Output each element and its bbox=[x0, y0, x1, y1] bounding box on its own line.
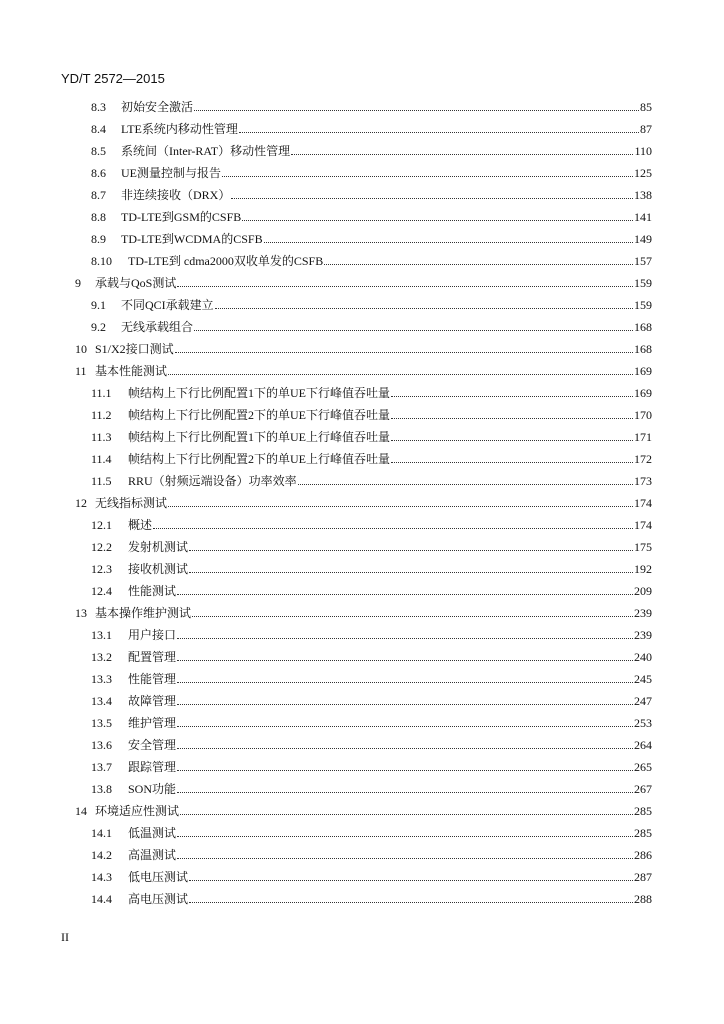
toc-entry-number: 12.4 bbox=[91, 584, 112, 598]
toc-dot-leader bbox=[177, 835, 633, 837]
toc-entry-body bbox=[121, 163, 652, 183]
toc-entry-number: 14 bbox=[75, 804, 87, 818]
toc-entry-page: 239 bbox=[634, 628, 652, 642]
toc-entry-number: 8.6 bbox=[91, 166, 106, 180]
toc-entry[interactable] bbox=[0, 471, 724, 491]
toc-dot-leader bbox=[177, 637, 633, 639]
toc-entry-body bbox=[128, 691, 652, 711]
toc-entry[interactable] bbox=[0, 339, 724, 359]
toc-entry[interactable] bbox=[0, 537, 724, 557]
toc-entry[interactable] bbox=[0, 845, 724, 865]
toc-dot-leader bbox=[324, 263, 633, 265]
toc-dot-leader bbox=[177, 285, 633, 287]
toc-entry[interactable] bbox=[0, 317, 724, 337]
toc-entry-page: 110 bbox=[634, 144, 652, 158]
toc-entry[interactable] bbox=[0, 515, 724, 535]
toc-entry[interactable] bbox=[0, 251, 724, 271]
toc-entry-title: 低温测试 bbox=[128, 826, 177, 840]
toc-dot-leader bbox=[177, 747, 633, 749]
toc-entry-number: 13.1 bbox=[91, 628, 112, 642]
toc-entry-number: 13.3 bbox=[91, 672, 112, 686]
toc-entry-title: 承载与QoS测试 bbox=[95, 276, 177, 290]
toc-entry-number: 9.1 bbox=[91, 298, 106, 312]
toc-entry-page: 87 bbox=[640, 122, 652, 136]
toc-entry[interactable] bbox=[0, 119, 724, 139]
toc-entry-body bbox=[128, 647, 652, 667]
toc-entry-number: 12.2 bbox=[91, 540, 112, 554]
toc-entry-title: 低电压测试 bbox=[128, 870, 189, 884]
toc-entry-title: TD-LTE到WCDMA的CSFB bbox=[121, 232, 263, 246]
toc-entry-body bbox=[95, 361, 652, 381]
toc-entry[interactable] bbox=[0, 889, 724, 909]
toc-entry-number: 11.2 bbox=[91, 408, 112, 422]
toc-entry-number: 8.9 bbox=[91, 232, 106, 246]
toc-entry-page: 169 bbox=[634, 386, 652, 400]
toc-entry-body bbox=[121, 119, 652, 139]
toc-entry-number: 8.4 bbox=[91, 122, 106, 136]
toc-entry-title: 用户接口 bbox=[128, 628, 177, 642]
toc-entry-title: 帧结构上下行比例配置1下的单UE上行峰值吞吐量 bbox=[128, 430, 390, 444]
toc-entry-page: 170 bbox=[634, 408, 652, 422]
document-code-header: YD/T 2572—2015 bbox=[61, 71, 165, 86]
toc-dot-leader bbox=[215, 307, 633, 309]
toc-entry-title: 帧结构上下行比例配置1下的单UE下行峰值吞吐量 bbox=[128, 386, 390, 400]
toc-entry-title: 高电压测试 bbox=[128, 892, 189, 906]
toc-entry-body bbox=[128, 427, 652, 447]
toc-entry-body bbox=[121, 185, 652, 205]
toc-entry-body bbox=[95, 603, 652, 623]
toc-entry-page: 245 bbox=[634, 672, 652, 686]
toc-entry-body bbox=[128, 669, 652, 689]
toc-entry-body bbox=[128, 449, 652, 469]
toc-entry[interactable] bbox=[0, 141, 724, 161]
toc-entry-page: 240 bbox=[634, 650, 652, 664]
toc-entry-title: 帧结构上下行比例配置2下的单UE上行峰值吞吐量 bbox=[128, 452, 390, 466]
toc-entry-number: 8.3 bbox=[91, 100, 106, 114]
toc-dot-leader bbox=[177, 593, 633, 595]
toc-entry-title: 跟踪管理 bbox=[128, 760, 177, 774]
toc-entry-number: 13.2 bbox=[91, 650, 112, 664]
toc-entry-body bbox=[121, 141, 652, 161]
toc-entry-title: 概述 bbox=[128, 518, 153, 532]
toc-dot-leader bbox=[189, 571, 633, 573]
toc-dot-leader bbox=[177, 659, 633, 661]
toc-entry[interactable] bbox=[0, 669, 724, 689]
toc-dot-leader bbox=[239, 131, 639, 133]
toc-entry-page: 168 bbox=[634, 320, 652, 334]
toc-dot-leader bbox=[231, 197, 633, 199]
toc-entry-number: 11 bbox=[75, 364, 87, 378]
toc-entry-title: 环境适应性测试 bbox=[95, 804, 180, 818]
toc-entry-page: 174 bbox=[634, 518, 652, 532]
toc-entry-body bbox=[121, 97, 652, 117]
toc-entry-title: LTE系统内移动性管理 bbox=[121, 122, 238, 136]
toc-entry[interactable] bbox=[0, 801, 724, 821]
toc-dot-leader bbox=[189, 879, 633, 881]
toc-entry[interactable] bbox=[0, 383, 724, 403]
toc-entry[interactable] bbox=[0, 405, 724, 425]
toc-entry-title: 安全管理 bbox=[128, 738, 177, 752]
toc-entry[interactable] bbox=[0, 163, 724, 183]
toc-entry-page: 287 bbox=[634, 870, 652, 884]
toc-entry[interactable] bbox=[0, 713, 724, 733]
toc-entry[interactable] bbox=[0, 449, 724, 469]
toc-entry-title: 不同QCI承载建立 bbox=[121, 298, 214, 312]
toc-entry-title: 无线承载组合 bbox=[121, 320, 194, 334]
toc-entry-body bbox=[121, 207, 652, 227]
toc-entry-body bbox=[128, 889, 652, 909]
toc-dot-leader bbox=[391, 461, 633, 463]
toc-entry-number: 13.4 bbox=[91, 694, 112, 708]
toc-entry-number: 8.7 bbox=[91, 188, 106, 202]
toc-entry-page: 175 bbox=[634, 540, 652, 554]
toc-entry-number: 13.8 bbox=[91, 782, 112, 796]
toc-dot-leader bbox=[264, 241, 633, 243]
toc-dot-leader bbox=[177, 769, 633, 771]
toc-entry-title: S1/X2接口测试 bbox=[95, 342, 174, 356]
toc-entry-number: 13.7 bbox=[91, 760, 112, 774]
toc-dot-leader bbox=[391, 439, 633, 441]
toc-entry[interactable] bbox=[0, 493, 724, 513]
toc-entry-page: 141 bbox=[634, 210, 652, 224]
toc-entry[interactable] bbox=[0, 867, 724, 887]
toc-entry-number: 12 bbox=[75, 496, 87, 510]
toc-entry[interactable] bbox=[0, 427, 724, 447]
toc-dot-leader bbox=[153, 527, 633, 529]
toc-dot-leader bbox=[168, 505, 633, 507]
toc-entry[interactable] bbox=[0, 581, 724, 601]
toc-entry-body bbox=[128, 625, 652, 645]
toc-entry-body bbox=[95, 493, 652, 513]
toc-entry-page: 247 bbox=[634, 694, 652, 708]
toc-dot-leader bbox=[298, 483, 633, 485]
toc-entry-page: 159 bbox=[634, 298, 652, 312]
toc-entry-title: 发射机测试 bbox=[128, 540, 189, 554]
toc-entry-title: 系统间（Inter-RAT）移动性管理 bbox=[121, 144, 291, 158]
toc-entry-body bbox=[128, 559, 652, 579]
toc-entry-number: 11.3 bbox=[91, 430, 112, 444]
toc-entry[interactable] bbox=[0, 625, 724, 645]
toc-entry-title: 非连续接收（DRX） bbox=[121, 188, 231, 202]
toc-dot-leader bbox=[177, 725, 633, 727]
toc-entry-number: 12.3 bbox=[91, 562, 112, 576]
toc-dot-leader bbox=[177, 791, 633, 793]
toc-entry-page: 192 bbox=[634, 562, 652, 576]
toc-entry-page: 125 bbox=[634, 166, 652, 180]
toc-entry-number: 8.10 bbox=[91, 254, 112, 268]
toc-entry-title: TD-LTE到 cdma2000双收单发的CSFB bbox=[128, 254, 324, 268]
toc-entry[interactable] bbox=[0, 295, 724, 315]
toc-entry-page: 239 bbox=[634, 606, 652, 620]
toc-entry-number: 8.5 bbox=[91, 144, 106, 158]
toc-entry-number: 13.6 bbox=[91, 738, 112, 752]
toc-entry-body bbox=[128, 537, 652, 557]
toc-dot-leader bbox=[242, 219, 633, 221]
toc-dot-leader bbox=[291, 153, 633, 155]
toc-dot-leader bbox=[177, 703, 633, 705]
toc-entry-page: 288 bbox=[634, 892, 652, 906]
toc-entry-page: 267 bbox=[634, 782, 652, 796]
toc-entry-number: 11.1 bbox=[91, 386, 112, 400]
toc-entry-body bbox=[128, 471, 652, 491]
toc-dot-leader bbox=[222, 175, 633, 177]
toc-dot-leader bbox=[189, 549, 633, 551]
toc-entry[interactable] bbox=[0, 185, 724, 205]
toc-entry-body bbox=[95, 273, 652, 293]
toc-entry-title: TD-LTE到GSM的CSFB bbox=[121, 210, 242, 224]
toc-entry-body bbox=[95, 801, 652, 821]
toc-dot-leader bbox=[177, 857, 633, 859]
toc-dot-leader bbox=[391, 395, 633, 397]
toc-entry-number: 10 bbox=[75, 342, 87, 356]
toc-entry-number: 11.5 bbox=[91, 474, 112, 488]
toc-dot-leader bbox=[168, 373, 633, 375]
toc-entry[interactable] bbox=[0, 273, 724, 293]
toc-entry[interactable] bbox=[0, 229, 724, 249]
toc-entry-body bbox=[128, 515, 652, 535]
toc-entry[interactable] bbox=[0, 97, 724, 117]
toc-entry-title: 帧结构上下行比例配置2下的单UE下行峰值吞吐量 bbox=[128, 408, 390, 422]
toc-entry-title: 基本性能测试 bbox=[95, 364, 168, 378]
toc-entry-body bbox=[128, 757, 652, 777]
toc-entry-title: RRU（射频远端设备）功率效率 bbox=[128, 474, 297, 488]
toc-entry-body bbox=[128, 383, 652, 403]
toc-entry-title: UE测量控制与报告 bbox=[121, 166, 221, 180]
toc-entry[interactable] bbox=[0, 757, 724, 777]
toc-entry-title: 接收机测试 bbox=[128, 562, 189, 576]
toc-entry-number: 9 bbox=[75, 276, 81, 290]
toc-entry-page: 286 bbox=[634, 848, 652, 862]
toc-entry-page: 253 bbox=[634, 716, 652, 730]
toc-entry-number: 14.4 bbox=[91, 892, 112, 906]
toc-entry-number: 11.4 bbox=[91, 452, 112, 466]
toc-entry-page: 168 bbox=[634, 342, 652, 356]
toc-dot-leader bbox=[180, 813, 633, 815]
toc-entry[interactable] bbox=[0, 603, 724, 623]
toc-dot-leader bbox=[194, 109, 639, 111]
toc-entry-body bbox=[121, 317, 652, 337]
toc-entry-page: 157 bbox=[634, 254, 652, 268]
toc-dot-leader bbox=[189, 901, 633, 903]
toc-entry-page: 171 bbox=[634, 430, 652, 444]
toc-entry-number: 9.2 bbox=[91, 320, 106, 334]
toc-entry[interactable] bbox=[0, 691, 724, 711]
toc-entry-title: 无线指标测试 bbox=[95, 496, 168, 510]
page-number-footer: II bbox=[61, 930, 69, 944]
toc-entry[interactable] bbox=[0, 779, 724, 799]
toc-entry-body bbox=[121, 295, 652, 315]
toc-entry-page: 173 bbox=[634, 474, 652, 488]
toc-entry[interactable] bbox=[0, 559, 724, 579]
toc-entry-page: 209 bbox=[634, 584, 652, 598]
toc-entry-page: 85 bbox=[640, 100, 652, 114]
toc-entry-title: 配置管理 bbox=[128, 650, 177, 664]
toc-entry[interactable] bbox=[0, 823, 724, 843]
toc-entry-page: 159 bbox=[634, 276, 652, 290]
toc-dot-leader bbox=[175, 351, 633, 353]
toc-dot-leader bbox=[192, 615, 633, 617]
toc-entry[interactable] bbox=[0, 647, 724, 667]
toc-entry[interactable] bbox=[0, 735, 724, 755]
toc-entry-body bbox=[95, 339, 652, 359]
toc-dot-leader bbox=[194, 329, 633, 331]
toc-entry[interactable] bbox=[0, 361, 724, 381]
toc-entry-page: 172 bbox=[634, 452, 652, 466]
toc-entry-title: 维护管理 bbox=[128, 716, 177, 730]
toc-entry-body bbox=[128, 405, 652, 425]
toc-entry-page: 264 bbox=[634, 738, 652, 752]
toc-entry-body bbox=[128, 867, 652, 887]
toc-entry-body bbox=[128, 251, 652, 271]
toc-entry-title: SON功能 bbox=[128, 782, 177, 796]
toc-entry-page: 285 bbox=[634, 826, 652, 840]
toc-entry-title: 基本操作维护测试 bbox=[95, 606, 192, 620]
toc-entry-page: 285 bbox=[634, 804, 652, 818]
toc-entry-number: 12.1 bbox=[91, 518, 112, 532]
toc-entry-body bbox=[128, 845, 652, 865]
toc-entry-page: 138 bbox=[634, 188, 652, 202]
toc-entry-number: 14.1 bbox=[91, 826, 112, 840]
toc-entry-title: 性能管理 bbox=[128, 672, 177, 686]
toc-entry-body bbox=[128, 823, 652, 843]
toc-entry-body bbox=[128, 779, 652, 799]
toc-entry-title: 高温测试 bbox=[128, 848, 177, 862]
toc-dot-leader bbox=[177, 681, 633, 683]
toc-entry-page: 265 bbox=[634, 760, 652, 774]
toc-entry-body bbox=[121, 229, 652, 249]
toc-entry-number: 8.8 bbox=[91, 210, 106, 224]
toc-entry-title: 性能测试 bbox=[128, 584, 177, 598]
toc-entry-number: 13 bbox=[75, 606, 87, 620]
toc-entry-page: 174 bbox=[634, 496, 652, 510]
toc-entry-number: 13.5 bbox=[91, 716, 112, 730]
toc-entry-title: 初始安全激活 bbox=[121, 100, 194, 114]
toc-entry-title: 故障管理 bbox=[128, 694, 177, 708]
toc-entry-number: 14.2 bbox=[91, 848, 112, 862]
toc-entry-page: 169 bbox=[634, 364, 652, 378]
toc-dot-leader bbox=[391, 417, 633, 419]
toc-entry[interactable] bbox=[0, 207, 724, 227]
toc-entry-body bbox=[128, 735, 652, 755]
toc-entry-body bbox=[128, 713, 652, 733]
toc-entry-page: 149 bbox=[634, 232, 652, 246]
toc-entry-body bbox=[128, 581, 652, 601]
toc-entry-number: 14.3 bbox=[91, 870, 112, 884]
